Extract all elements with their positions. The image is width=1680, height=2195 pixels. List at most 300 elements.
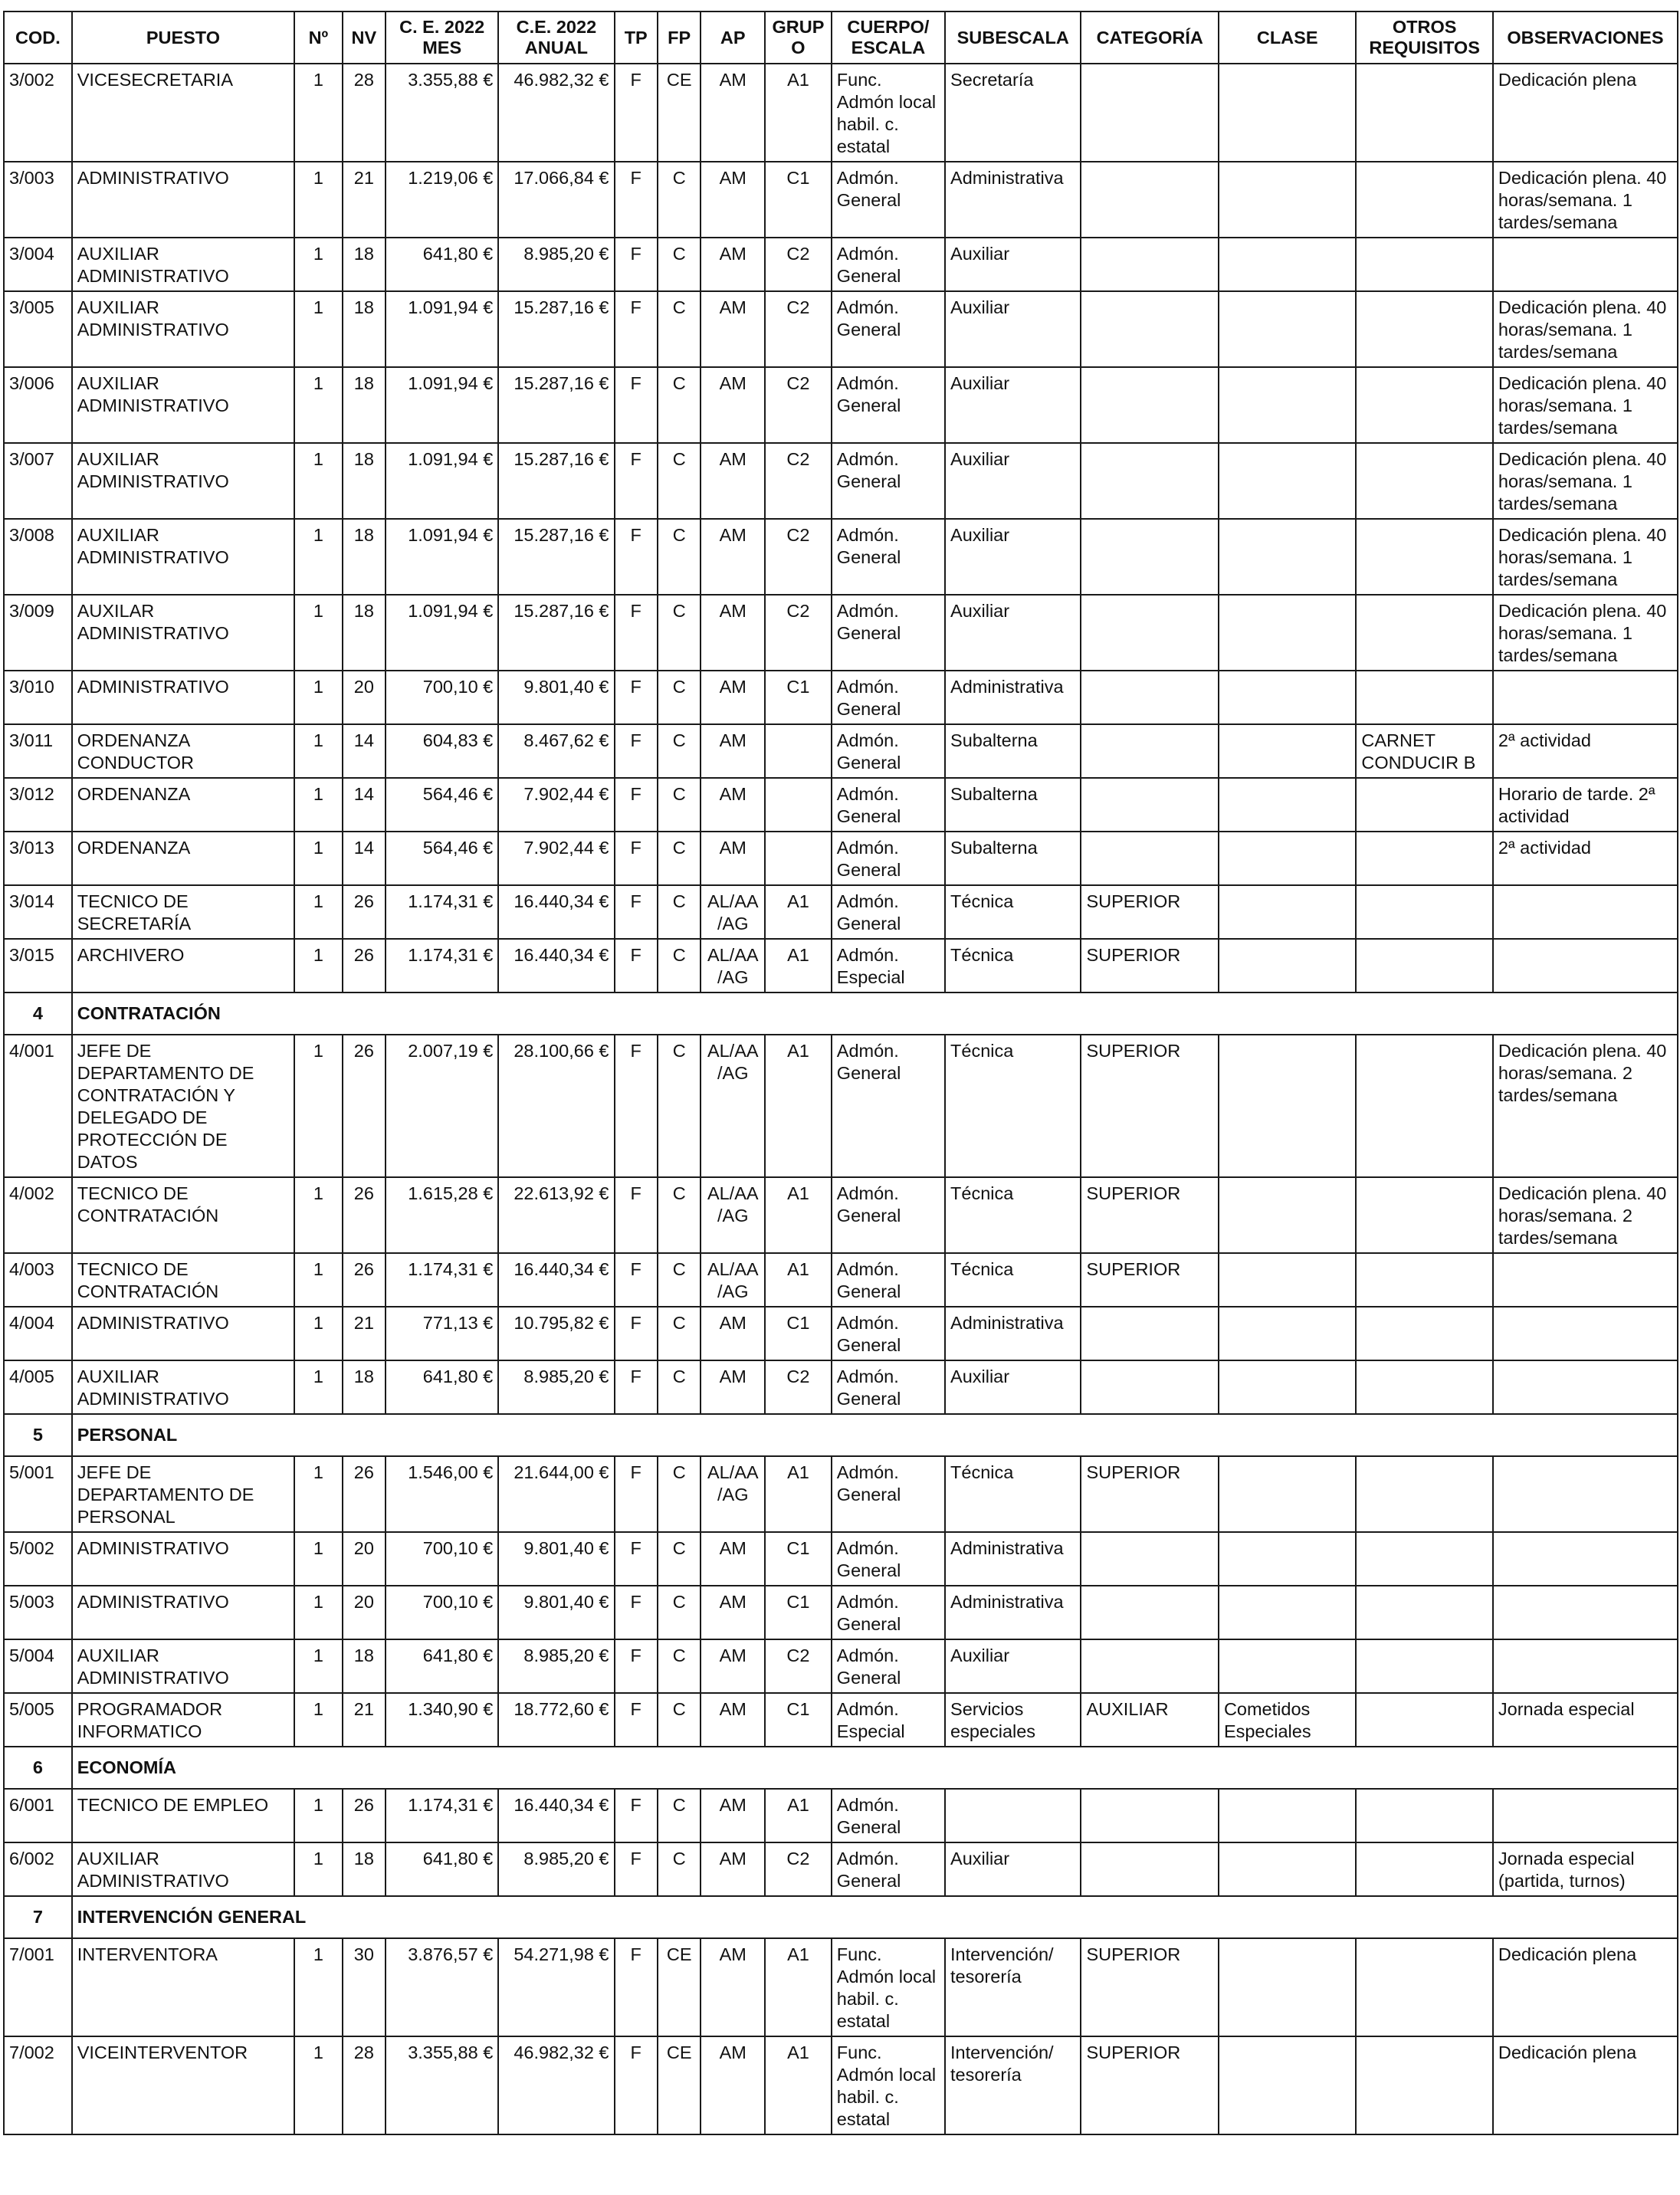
cell-ce-mes: 641,80 € xyxy=(386,238,498,291)
cell-subescala: Técnica xyxy=(945,1253,1081,1307)
cell-cod: 7/001 xyxy=(4,1938,72,2036)
cell-subescala: Intervención/ tesorería xyxy=(945,1938,1081,2036)
table-row xyxy=(4,1035,1678,1177)
cell-puesto: AUXILIAR ADMINISTRATIVO xyxy=(72,443,294,519)
cell-subescala xyxy=(945,1789,1081,1842)
col-header-puesto: PUESTO xyxy=(72,11,294,64)
cell-cuerpo-escala: Admón. General xyxy=(832,519,945,595)
table-row xyxy=(4,595,1678,671)
table-row xyxy=(4,443,1678,519)
cell-nv: 18 xyxy=(343,595,386,671)
cell-subescala: Auxiliar xyxy=(945,291,1081,367)
cell-n: 1 xyxy=(294,64,343,162)
section-header-row xyxy=(4,1414,1678,1456)
cell-ce-mes: 700,10 € xyxy=(386,1532,498,1586)
table-row xyxy=(4,367,1678,443)
cell-observaciones xyxy=(1493,1360,1678,1414)
col-header-nv: NV xyxy=(343,11,386,64)
cell-fp: C xyxy=(658,1307,701,1360)
cell-nv: 18 xyxy=(343,1360,386,1414)
table-row xyxy=(4,1456,1678,1532)
cell-fp: C xyxy=(658,671,701,724)
cell-ap: AM xyxy=(701,1789,765,1842)
cell-nv: 30 xyxy=(343,1938,386,2036)
cell-n: 1 xyxy=(294,1307,343,1360)
cell-categoria: SUPERIOR xyxy=(1081,1938,1218,2036)
cell-clase xyxy=(1219,2036,1356,2134)
cell-tp: F xyxy=(615,2036,658,2134)
cell-clase xyxy=(1219,64,1356,162)
cell-categoria: SUPERIOR xyxy=(1081,939,1218,993)
cell-otros-requisitos xyxy=(1356,1586,1492,1639)
cell-clase xyxy=(1219,1639,1356,1693)
cell-nv: 26 xyxy=(343,1253,386,1307)
cell-ce-anual: 46.982,32 € xyxy=(498,2036,614,2134)
cell-cuerpo-escala: Admón. General xyxy=(832,1789,945,1842)
cell-tp: F xyxy=(615,1307,658,1360)
cell-clase: Cometidos Especiales xyxy=(1219,1693,1356,1747)
cell-ce-mes: 1.174,31 € xyxy=(386,885,498,939)
cell-ce-anual: 8.985,20 € xyxy=(498,1639,614,1693)
cell-cuerpo-escala: Admón. General xyxy=(832,671,945,724)
cell-categoria xyxy=(1081,778,1218,832)
cell-cod: 3/006 xyxy=(4,367,72,443)
cell-otros-requisitos xyxy=(1356,885,1492,939)
cell-clase xyxy=(1219,1842,1356,1896)
cell-subescala: Secretaría xyxy=(945,64,1081,162)
cell-puesto: TECNICO DE EMPLEO xyxy=(72,1789,294,1842)
cell-ce-anual: 8.985,20 € xyxy=(498,1360,614,1414)
col-header-cuerpo-escala: CUERPO/ ESCALA xyxy=(832,11,945,64)
cell-ap: AL/AA /AG xyxy=(701,1253,765,1307)
cell-subescala: Auxiliar xyxy=(945,519,1081,595)
table-row xyxy=(4,519,1678,595)
cell-clase xyxy=(1219,162,1356,238)
cell-cod: 3/014 xyxy=(4,885,72,939)
cell-puesto: ORDENANZA xyxy=(72,778,294,832)
cell-otros-requisitos xyxy=(1356,1456,1492,1532)
header-row xyxy=(4,11,1678,64)
cell-ce-anual: 15.287,16 € xyxy=(498,519,614,595)
cell-cod: 4/002 xyxy=(4,1177,72,1253)
cell-puesto: ORDENANZA CONDUCTOR xyxy=(72,724,294,778)
cell-subescala: Intervención/ tesorería xyxy=(945,2036,1081,2134)
cell-n: 1 xyxy=(294,443,343,519)
cell-cuerpo-escala: Func. Admón local habil. c. estatal xyxy=(832,1938,945,2036)
cell-observaciones: Dedicación plena. 40 horas/semana. 1 tardes/semana xyxy=(1493,367,1678,443)
cell-cod: 4/003 xyxy=(4,1253,72,1307)
cell-ap: AM xyxy=(701,443,765,519)
cell-puesto: TECNICO DE CONTRATACIÓN xyxy=(72,1177,294,1253)
cell-tp: F xyxy=(615,885,658,939)
cell-ap: AM xyxy=(701,1532,765,1586)
cell-puesto: AUXILIAR ADMINISTRATIVO xyxy=(72,1639,294,1693)
table-row xyxy=(4,1177,1678,1253)
cell-subescala: Administrativa xyxy=(945,1532,1081,1586)
cell-tp: F xyxy=(615,1360,658,1414)
cell-subescala: Auxiliar xyxy=(945,367,1081,443)
cell-clase xyxy=(1219,1586,1356,1639)
cell-cuerpo-escala: Func. Admón local habil. c. estatal xyxy=(832,64,945,162)
cell-categoria: SUPERIOR xyxy=(1081,1456,1218,1532)
cell-tp: F xyxy=(615,1035,658,1177)
cell-nv: 20 xyxy=(343,1532,386,1586)
cell-ce-anual: 8.985,20 € xyxy=(498,1842,614,1896)
cell-nv: 18 xyxy=(343,291,386,367)
cell-otros-requisitos xyxy=(1356,1177,1492,1253)
cell-fp: C xyxy=(658,519,701,595)
table-row xyxy=(4,64,1678,162)
cell-fp: C xyxy=(658,832,701,885)
cell-grupo: A1 xyxy=(765,885,832,939)
cell-clase xyxy=(1219,1360,1356,1414)
cell-nv: 26 xyxy=(343,1456,386,1532)
cell-cod: 5/003 xyxy=(4,1586,72,1639)
cell-subescala: Auxiliar xyxy=(945,443,1081,519)
cell-categoria xyxy=(1081,671,1218,724)
cell-ce-mes: 641,80 € xyxy=(386,1360,498,1414)
cell-subescala: Subalterna xyxy=(945,778,1081,832)
cell-observaciones: Dedicación plena. 40 horas/semana. 1 tardes/semana xyxy=(1493,162,1678,238)
cell-grupo: A1 xyxy=(765,1035,832,1177)
cell-categoria xyxy=(1081,1360,1218,1414)
cell-categoria: SUPERIOR xyxy=(1081,1253,1218,1307)
cell-ap: AM xyxy=(701,595,765,671)
cell-ap: AL/AA /AG xyxy=(701,1456,765,1532)
cell-clase xyxy=(1219,443,1356,519)
cell-cod: 3/007 xyxy=(4,443,72,519)
cell-ce-mes: 1.091,94 € xyxy=(386,367,498,443)
cell-fp: C xyxy=(658,939,701,993)
cell-ce-anual: 8.467,62 € xyxy=(498,724,614,778)
cell-tp: F xyxy=(615,291,658,367)
cell-n: 1 xyxy=(294,885,343,939)
cell-puesto: ADMINISTRATIVO xyxy=(72,1586,294,1639)
cell-cod: 3/008 xyxy=(4,519,72,595)
section-header-row xyxy=(4,1896,1678,1938)
cell-ce-anual: 22.613,92 € xyxy=(498,1177,614,1253)
cell-ap: AM xyxy=(701,1586,765,1639)
cell-nv: 18 xyxy=(343,1842,386,1896)
cell-tp: F xyxy=(615,1253,658,1307)
cell-subescala: Administrativa xyxy=(945,671,1081,724)
cell-nv: 14 xyxy=(343,832,386,885)
cell-nv: 18 xyxy=(343,519,386,595)
cell-n: 1 xyxy=(294,519,343,595)
cell-ce-mes: 771,13 € xyxy=(386,1307,498,1360)
cell-nv: 28 xyxy=(343,2036,386,2134)
cell-cuerpo-escala: Admón. General xyxy=(832,1456,945,1532)
section-code: 5 xyxy=(4,1414,72,1456)
cell-puesto: AUXILIAR ADMINISTRATIVO xyxy=(72,291,294,367)
cell-otros-requisitos xyxy=(1356,1532,1492,1586)
cell-n: 1 xyxy=(294,1360,343,1414)
cell-tp: F xyxy=(615,1586,658,1639)
cell-categoria xyxy=(1081,1842,1218,1896)
section-code: 4 xyxy=(4,993,72,1035)
cell-cod: 3/003 xyxy=(4,162,72,238)
cell-otros-requisitos xyxy=(1356,2036,1492,2134)
cell-tp: F xyxy=(615,1789,658,1842)
cell-grupo: C1 xyxy=(765,1307,832,1360)
cell-cuerpo-escala: Admón. Especial xyxy=(832,1693,945,1747)
table-row xyxy=(4,724,1678,778)
cell-cod: 3/004 xyxy=(4,238,72,291)
cell-observaciones: Dedicación plena. 40 horas/semana. 1 tardes/semana xyxy=(1493,519,1678,595)
cell-ce-anual: 15.287,16 € xyxy=(498,291,614,367)
cell-otros-requisitos xyxy=(1356,291,1492,367)
cell-categoria xyxy=(1081,291,1218,367)
cell-puesto: ADMINISTRATIVO xyxy=(72,162,294,238)
cell-cod: 3/015 xyxy=(4,939,72,993)
cell-categoria xyxy=(1081,162,1218,238)
cell-cuerpo-escala: Admón. General xyxy=(832,1586,945,1639)
cell-ap: AL/AA /AG xyxy=(701,939,765,993)
cell-subescala: Auxiliar xyxy=(945,1360,1081,1414)
cell-n: 1 xyxy=(294,1789,343,1842)
table-row xyxy=(4,671,1678,724)
cell-subescala: Técnica xyxy=(945,939,1081,993)
cell-tp: F xyxy=(615,832,658,885)
cell-tp: F xyxy=(615,939,658,993)
section-title: CONTRATACIÓN xyxy=(72,993,1678,1035)
cell-puesto: AUXILIAR ADMINISTRATIVO xyxy=(72,367,294,443)
cell-categoria xyxy=(1081,724,1218,778)
section-title: PERSONAL xyxy=(72,1414,1678,1456)
cell-ce-mes: 1.091,94 € xyxy=(386,519,498,595)
cell-observaciones xyxy=(1493,1456,1678,1532)
cell-cuerpo-escala: Admón. General xyxy=(832,885,945,939)
cell-observaciones: Dedicación plena xyxy=(1493,2036,1678,2134)
cell-fp: C xyxy=(658,1253,701,1307)
cell-fp: C xyxy=(658,1177,701,1253)
col-header-fp: FP xyxy=(658,11,701,64)
col-header-ap: AP xyxy=(701,11,765,64)
cell-ap: AL/AA /AG xyxy=(701,1177,765,1253)
cell-fp: C xyxy=(658,595,701,671)
cell-subescala: Auxiliar xyxy=(945,595,1081,671)
cell-fp: C xyxy=(658,724,701,778)
cell-otros-requisitos xyxy=(1356,671,1492,724)
table-row xyxy=(4,939,1678,993)
section-code: 6 xyxy=(4,1747,72,1789)
table-row xyxy=(4,238,1678,291)
cell-grupo: C2 xyxy=(765,519,832,595)
cell-grupo: A1 xyxy=(765,1938,832,2036)
cell-puesto: PROGRAMADOR INFORMATICO xyxy=(72,1693,294,1747)
cell-observaciones: Jornada especial xyxy=(1493,1693,1678,1747)
cell-n: 1 xyxy=(294,724,343,778)
table-row xyxy=(4,1307,1678,1360)
cell-n: 1 xyxy=(294,778,343,832)
cell-cuerpo-escala: Admón. General xyxy=(832,1307,945,1360)
cell-grupo: A1 xyxy=(765,1789,832,1842)
cell-subescala: Auxiliar xyxy=(945,238,1081,291)
cell-otros-requisitos: CARNET CONDUCIR B xyxy=(1356,724,1492,778)
cell-clase xyxy=(1219,724,1356,778)
cell-otros-requisitos xyxy=(1356,832,1492,885)
cell-fp: C xyxy=(658,162,701,238)
cell-observaciones xyxy=(1493,1789,1678,1842)
cell-fp: C xyxy=(658,367,701,443)
cell-otros-requisitos xyxy=(1356,595,1492,671)
cell-grupo: A1 xyxy=(765,1177,832,1253)
cell-grupo: C2 xyxy=(765,367,832,443)
cell-puesto: AUXILAR ADMINISTRATIVO xyxy=(72,595,294,671)
cell-n: 1 xyxy=(294,1456,343,1532)
cell-observaciones xyxy=(1493,939,1678,993)
cell-nv: 21 xyxy=(343,1307,386,1360)
cell-puesto: ADMINISTRATIVO xyxy=(72,1307,294,1360)
cell-n: 1 xyxy=(294,832,343,885)
cell-ce-mes: 3.876,57 € xyxy=(386,1938,498,2036)
cell-fp: C xyxy=(658,1532,701,1586)
cell-cod: 6/001 xyxy=(4,1789,72,1842)
col-header-clase: CLASE xyxy=(1219,11,1356,64)
cell-ce-anual: 7.902,44 € xyxy=(498,832,614,885)
cell-tp: F xyxy=(615,443,658,519)
cell-observaciones xyxy=(1493,238,1678,291)
cell-ce-anual: 18.772,60 € xyxy=(498,1693,614,1747)
cell-cod: 4/001 xyxy=(4,1035,72,1177)
cell-categoria xyxy=(1081,832,1218,885)
cell-observaciones: Dedicación plena xyxy=(1493,1938,1678,2036)
cell-grupo: C1 xyxy=(765,162,832,238)
cell-clase xyxy=(1219,1253,1356,1307)
cell-n: 1 xyxy=(294,1253,343,1307)
cell-grupo: C2 xyxy=(765,291,832,367)
section-title: INTERVENCIÓN GENERAL xyxy=(72,1896,1678,1938)
cell-n: 1 xyxy=(294,238,343,291)
cell-puesto: VICESECRETARIA xyxy=(72,64,294,162)
cell-grupo: A1 xyxy=(765,1253,832,1307)
cell-subescala: Técnica xyxy=(945,1177,1081,1253)
cell-clase xyxy=(1219,595,1356,671)
cell-clase xyxy=(1219,939,1356,993)
cell-subescala: Auxiliar xyxy=(945,1639,1081,1693)
cell-ce-anual: 7.902,44 € xyxy=(498,778,614,832)
cell-cuerpo-escala: Admón. General xyxy=(832,1177,945,1253)
table-row xyxy=(4,1789,1678,1842)
cell-ce-mes: 564,46 € xyxy=(386,778,498,832)
cell-n: 1 xyxy=(294,1938,343,2036)
cell-tp: F xyxy=(615,64,658,162)
cell-otros-requisitos xyxy=(1356,367,1492,443)
cell-nv: 14 xyxy=(343,724,386,778)
cell-ce-anual: 16.440,34 € xyxy=(498,885,614,939)
cell-ce-mes: 1.174,31 € xyxy=(386,1789,498,1842)
cell-clase xyxy=(1219,1456,1356,1532)
cell-ce-anual: 15.287,16 € xyxy=(498,595,614,671)
cell-ap: AM xyxy=(701,1639,765,1693)
cell-observaciones xyxy=(1493,1253,1678,1307)
cell-ce-anual: 9.801,40 € xyxy=(498,671,614,724)
table-body xyxy=(4,64,1678,2134)
cell-cod: 4/004 xyxy=(4,1307,72,1360)
section-header-row xyxy=(4,993,1678,1035)
cell-ce-anual: 15.287,16 € xyxy=(498,367,614,443)
cell-categoria xyxy=(1081,443,1218,519)
cell-ap: AL/AA /AG xyxy=(701,885,765,939)
cell-ce-anual: 46.982,32 € xyxy=(498,64,614,162)
cell-ce-mes: 2.007,19 € xyxy=(386,1035,498,1177)
cell-puesto: ADMINISTRATIVO xyxy=(72,1532,294,1586)
col-header-categoria: CATEGORÍA xyxy=(1081,11,1218,64)
cell-cod: 3/005 xyxy=(4,291,72,367)
cell-n: 1 xyxy=(294,1842,343,1896)
cell-categoria xyxy=(1081,367,1218,443)
cell-ce-anual: 28.100,66 € xyxy=(498,1035,614,1177)
cell-ce-anual: 16.440,34 € xyxy=(498,1789,614,1842)
cell-nv: 26 xyxy=(343,1177,386,1253)
cell-ap: AM xyxy=(701,1938,765,2036)
cell-fp: CE xyxy=(658,64,701,162)
cell-n: 1 xyxy=(294,162,343,238)
cell-grupo: C2 xyxy=(765,1360,832,1414)
cell-observaciones xyxy=(1493,1532,1678,1586)
table-row xyxy=(4,1938,1678,2036)
cell-grupo: C2 xyxy=(765,1639,832,1693)
cell-nv: 26 xyxy=(343,1789,386,1842)
cell-categoria xyxy=(1081,1532,1218,1586)
cell-clase xyxy=(1219,1938,1356,2036)
cell-categoria: SUPERIOR xyxy=(1081,2036,1218,2134)
cell-tp: F xyxy=(615,519,658,595)
cell-puesto: VICEINTERVENTOR xyxy=(72,2036,294,2134)
cell-observaciones xyxy=(1493,1639,1678,1693)
cell-fp: C xyxy=(658,1586,701,1639)
col-header-grupo: GRUPO xyxy=(765,11,832,64)
cell-ap: AM xyxy=(701,1842,765,1896)
cell-categoria xyxy=(1081,1586,1218,1639)
cell-otros-requisitos xyxy=(1356,1035,1492,1177)
cell-grupo xyxy=(765,832,832,885)
cell-cod: 3/010 xyxy=(4,671,72,724)
cell-cuerpo-escala: Admón. Especial xyxy=(832,939,945,993)
cell-ce-anual: 16.440,34 € xyxy=(498,939,614,993)
cell-subescala: Técnica xyxy=(945,885,1081,939)
col-header-n: Nº xyxy=(294,11,343,64)
cell-subescala: Subalterna xyxy=(945,832,1081,885)
cell-tp: F xyxy=(615,1842,658,1896)
cell-categoria xyxy=(1081,64,1218,162)
table-row xyxy=(4,1842,1678,1896)
cell-n: 1 xyxy=(294,2036,343,2134)
cell-grupo: A1 xyxy=(765,1456,832,1532)
cell-ce-anual: 9.801,40 € xyxy=(498,1586,614,1639)
cell-fp: C xyxy=(658,1456,701,1532)
cell-otros-requisitos xyxy=(1356,64,1492,162)
cell-tp: F xyxy=(615,1532,658,1586)
cell-tp: F xyxy=(615,778,658,832)
cell-puesto: TECNICO DE CONTRATACIÓN xyxy=(72,1253,294,1307)
cell-nv: 18 xyxy=(343,238,386,291)
cell-tp: F xyxy=(615,1639,658,1693)
cell-tp: F xyxy=(615,1456,658,1532)
table-row xyxy=(4,885,1678,939)
cell-observaciones: 2ª actividad xyxy=(1493,832,1678,885)
cell-clase xyxy=(1219,519,1356,595)
cell-puesto: AUXILIAR ADMINISTRATIVO xyxy=(72,1842,294,1896)
cell-categoria xyxy=(1081,519,1218,595)
section-code: 7 xyxy=(4,1896,72,1938)
cell-nv: 26 xyxy=(343,1035,386,1177)
cell-clase xyxy=(1219,1177,1356,1253)
cell-tp: F xyxy=(615,367,658,443)
cell-nv: 14 xyxy=(343,778,386,832)
cell-n: 1 xyxy=(294,671,343,724)
cell-fp: C xyxy=(658,1639,701,1693)
